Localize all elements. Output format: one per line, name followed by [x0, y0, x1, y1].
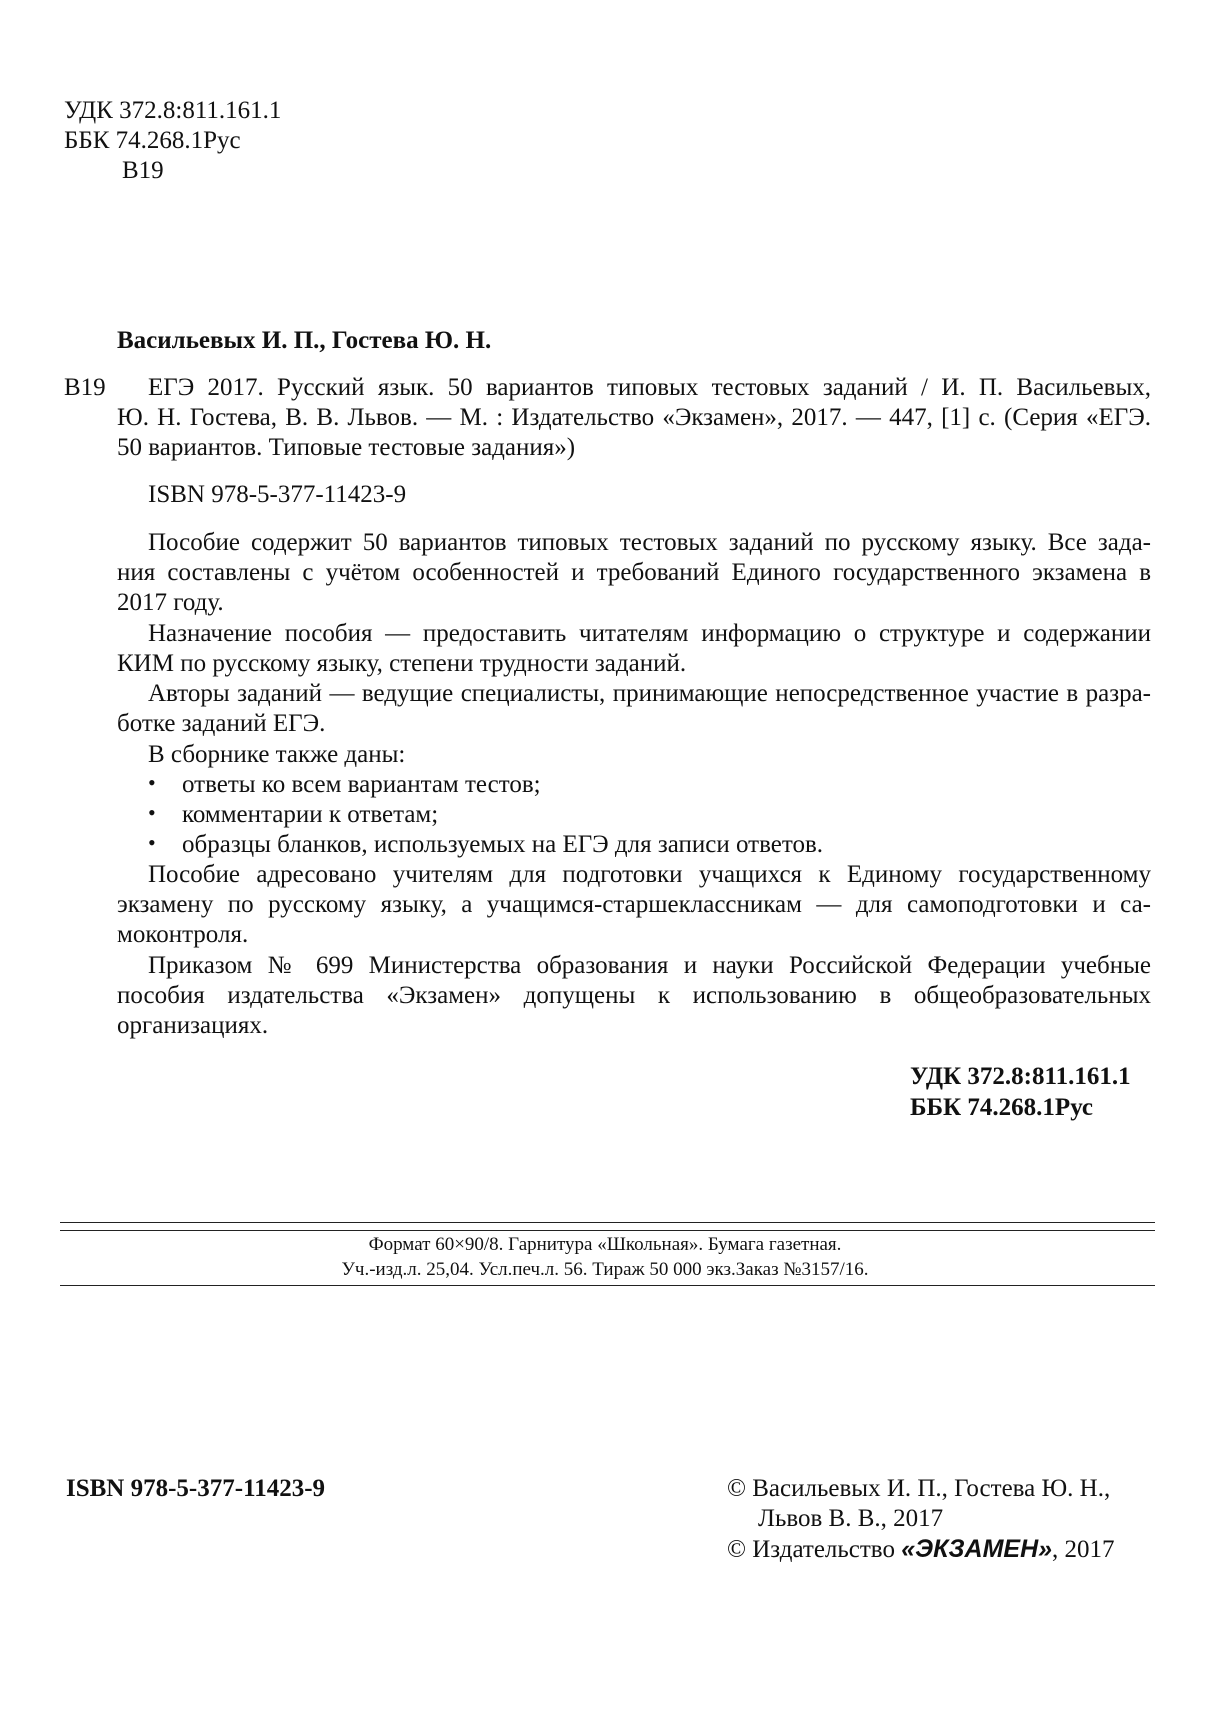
- annotation-p3-line-1: Авторы заданий — ведущие специалисты, принимающие непосредственное участие в разра-: [148, 680, 1151, 707]
- authors-heading: Васильевых И. П., Гостева Ю. Н.: [117, 327, 492, 354]
- udk-code-bold: УДК 372.8:811.161.1: [910, 1063, 1131, 1090]
- isbn-line: ISBN 978-5-377-11423-9: [148, 481, 407, 508]
- author-mark: В19: [122, 157, 164, 184]
- imprint-top-rule: [60, 1222, 1155, 1223]
- annotation-p2-line-1: Назначение пособия — предоставить читателям информацию о структуре и содержании: [148, 620, 1151, 647]
- annotation-p1-line-3: 2017 году.: [117, 589, 224, 616]
- bbk-code: ББК 74.268.1Рус: [64, 127, 241, 154]
- footer-isbn: ISBN 978-5-377-11423-9: [66, 1475, 326, 1502]
- annotation-p6-line-3: организациях.: [117, 1012, 269, 1039]
- annotation-list-intro: В сборнике также даны:: [148, 741, 406, 768]
- copyright-publisher: [727, 1534, 1115, 1565]
- bibliographic-line-2: Ю. Н. Гостева, В. В. Львов. — М. : Издательство «Экзамен», 2017. — 447, [1] с. (Серия «ЕГЭ.: [117, 404, 1151, 431]
- annotation-p1-line-1: Пособие содержит 50 вариантов типовых тестовых заданий по русскому языку. Все зада-: [148, 529, 1151, 556]
- copyright-authors-line-2: Львов В. В., 2017: [758, 1505, 944, 1532]
- copyright-publisher-prefix: © Издательство: [727, 1536, 902, 1563]
- annotation-p5-line-2: экзамену по русскому языку, а учащимся-старшеклассникам — для самоподготовки и са-: [117, 891, 1151, 918]
- annotation-p6-line-2: пособия издательства «Экзамен» допущены к использованию в общеобразовательных: [117, 982, 1151, 1009]
- imprint-line-2: Уч.-изд.л. 25,04. Усл.печ.л. 56. Тираж 50 000 экз.Заказ №3157/16.: [341, 1259, 869, 1280]
- udk-code: УДК 372.8:811.161.1: [64, 97, 282, 124]
- list-item: комментарии к ответам;: [182, 801, 439, 828]
- bbk-code-bold: ББК 74.268.1Рус: [910, 1094, 1094, 1121]
- imprint-line-1: Формат 60×90/8. Гарнитура «Школьная». Бумага газетная.: [368, 1234, 842, 1255]
- annotation-p5-line-1: Пособие адресовано учителям для подготовки учащихся к Единому государственному: [148, 861, 1151, 888]
- annotation-p3-line-2: ботке заданий ЕГЭ.: [117, 710, 326, 737]
- annotation-p1-line-2: ния составлены с учётом особенностей и требований Единого государственного экзамена в: [117, 559, 1151, 586]
- copyright-authors-line-1: © Васильевых И. П., Гостева Ю. Н.,: [727, 1475, 1111, 1502]
- bibliographic-line-3: 50 вариантов. Типовые тестовые задания»): [117, 434, 576, 461]
- bullet-marker: •: [148, 770, 156, 795]
- list-item: ответы ко всем вариантам тестов;: [182, 771, 541, 798]
- imprint-top-rule-inner: [60, 1230, 1155, 1231]
- annotation-p2-line-2: КИМ по русскому языку, степени трудности заданий.: [117, 650, 687, 677]
- bibliographic-line-1: ЕГЭ 2017. Русский язык. 50 вариантов типовых тестовых заданий / И. П. Васильевых,: [148, 374, 1151, 401]
- bibliographic-code: В19: [64, 374, 106, 401]
- publisher-name: «ЭКЗАМЕН»: [901, 1535, 1053, 1563]
- imprint-bottom-rule: [60, 1285, 1155, 1286]
- annotation-p6-line-1: Приказом № 699 Министерства образования и науки Российской Федерации учебные: [148, 952, 1151, 979]
- annotation-p5-line-3: моконтроля.: [117, 921, 249, 948]
- bullet-marker: •: [148, 800, 156, 825]
- list-item: образцы бланков, используемых на ЕГЭ для записи ответов.: [182, 831, 824, 858]
- bullet-marker: •: [148, 830, 156, 855]
- copyright-publisher-suffix: , 2017: [1052, 1536, 1115, 1563]
